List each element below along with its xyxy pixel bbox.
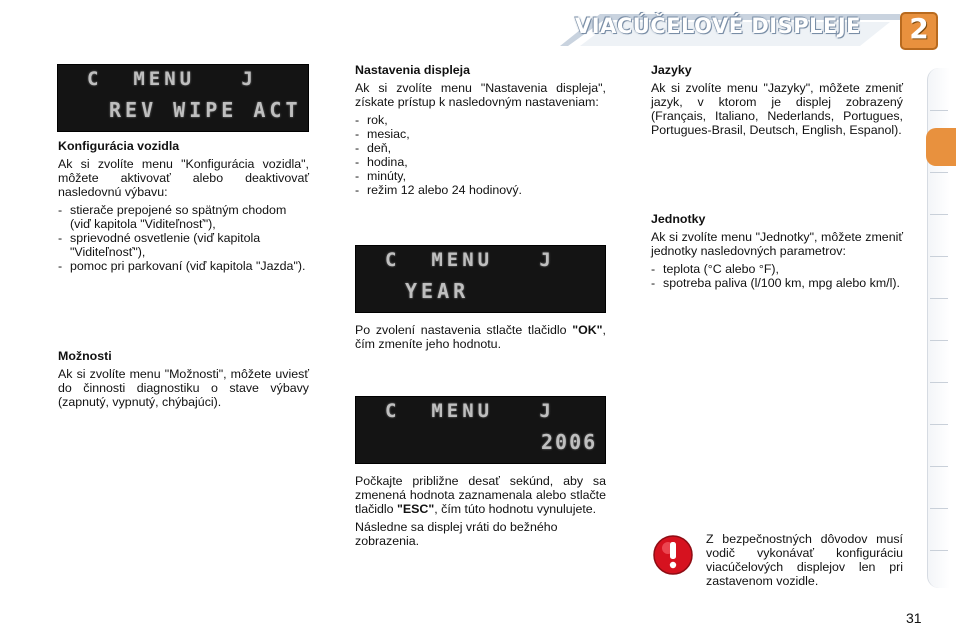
text-run: Počkajte približne desať sekúnd, aby sa zmenená hodnota zaznamenala alebo stlačte tlačidlo xyxy=(355,474,606,516)
bullet-list xyxy=(651,262,903,290)
ok-instruction xyxy=(355,323,606,355)
paragraph xyxy=(355,323,606,351)
column-left xyxy=(58,139,309,277)
chapter-tab-divider xyxy=(930,340,948,341)
page-title: VIACÚČELOVÉ DISPLEJE xyxy=(575,14,862,38)
list-item: - sprievodné osvetlenie (viď kapitola "Viditeľnosť"), xyxy=(58,231,309,259)
lcd-line-value: YEAR xyxy=(405,279,470,303)
chapter-tab-divider xyxy=(930,508,948,509)
paragraph: Ak si zvolíte menu "Konfigurácia vozidla", môžete aktivovať alebo deaktivovať nasledovnú výbavu: xyxy=(58,157,309,199)
text-run: Po zvolení nastavenia stlačte tlačidlo xyxy=(355,323,573,337)
ok-key-label: "OK" xyxy=(572,323,603,337)
esc-instruction xyxy=(355,474,606,552)
column-right-languages xyxy=(651,63,903,141)
column-right-units xyxy=(651,212,903,294)
esc-key-label: "ESC" xyxy=(397,502,435,516)
paragraph: Ak si zvolíte menu "Nastavenia displeja", získate prístup k nasledovným nastaveniam: xyxy=(355,81,606,109)
lcd-line-menu: C MENU J xyxy=(87,68,257,90)
page-number: 31 xyxy=(906,610,922,626)
section-title-units: Jednotky xyxy=(651,212,706,226)
paragraph: Ak si zvolíte menu "Možnosti", môžete uviesť do činnosti diagnostiku o stave výbavy (zapnutý, vypnutý, chýbajúci). xyxy=(58,367,309,409)
chapter-tab-divider xyxy=(930,424,948,425)
paragraph: Následne sa displej vráti do bežného zobrazenia. xyxy=(355,520,558,548)
chapter-tab-divider xyxy=(930,298,948,299)
lcd-line-menu: C MENU J xyxy=(385,249,555,271)
list-item: - deň, xyxy=(355,141,606,155)
paragraph xyxy=(355,474,606,516)
list-item: - minúty, xyxy=(355,169,606,183)
list-item: - teplota (°C alebo °F), xyxy=(651,262,903,276)
bullet-list xyxy=(355,113,606,197)
chapter-tab-divider xyxy=(930,382,948,383)
chapter-tab-divider xyxy=(930,214,948,215)
list-item: - stierače prepojené so spätným chodom (viď kapitola "Viditeľnosť"), xyxy=(58,203,309,231)
chapter-number: 2 xyxy=(909,12,929,45)
list-item: - pomoc pri parkovaní (viď kapitola "Jazda"). xyxy=(58,259,309,273)
chapter-tab-divider xyxy=(930,550,948,551)
section-title-options: Možnosti xyxy=(58,349,112,363)
warning-text: Z bezpečnostných dôvodov musí vodič vykonávať konfiguráciu viacúčelových displejov len pri zastavenom vozidle. xyxy=(706,532,903,588)
lcd-line-value: REV WIPE ACT xyxy=(109,98,302,122)
lcd-line-value: 2006 xyxy=(541,430,598,454)
lcd-display-value xyxy=(355,396,606,464)
section-title-display-settings: Nastavenia displeja xyxy=(355,63,471,77)
lcd-display-year xyxy=(355,245,606,313)
chapter-tab-divider xyxy=(930,256,948,257)
list-item: - rok, xyxy=(355,113,606,127)
list-item: - hodina, xyxy=(355,155,606,169)
section-title-vehicle-config: Konfigurácia vozidla xyxy=(58,139,180,153)
chapter-tab-divider xyxy=(930,110,948,111)
lcd-display-config xyxy=(57,64,309,132)
warning-icon xyxy=(652,534,694,576)
text-run: , čím zmeníte jeho hodnotu. xyxy=(355,323,606,351)
chapter-tab-divider xyxy=(930,466,948,467)
warning-note xyxy=(706,532,903,592)
list-item: - režim 12 alebo 24 hodinový. xyxy=(355,183,606,197)
lcd-line-menu: C MENU J xyxy=(385,400,555,422)
section-title-languages: Jazyky xyxy=(651,63,692,77)
paragraph: Ak si zvolíte menu "Jazyky", môžete zmeniť jazyk, v ktorom je displej zobrazený (Français, Italiano, Nederlands, Portugues, Portugues-Brasil, Deutsch, English, Espanol). xyxy=(651,81,903,137)
paragraph: Ak si zvolíte menu "Jednotky", môžete zmeniť jednotky nasledovných parametrov: xyxy=(651,230,903,258)
chapter-tab-active xyxy=(926,128,956,166)
bullet-list xyxy=(58,203,309,273)
list-item: - spotreba paliva (l/100 km, mpg alebo km/l). xyxy=(651,276,903,290)
column-left-options xyxy=(58,349,309,413)
text-run: , čím túto hodnotu vynulujete. xyxy=(434,502,597,516)
list-item: - mesiac, xyxy=(355,127,606,141)
chapter-tab-divider xyxy=(930,172,948,173)
column-middle xyxy=(355,63,606,201)
